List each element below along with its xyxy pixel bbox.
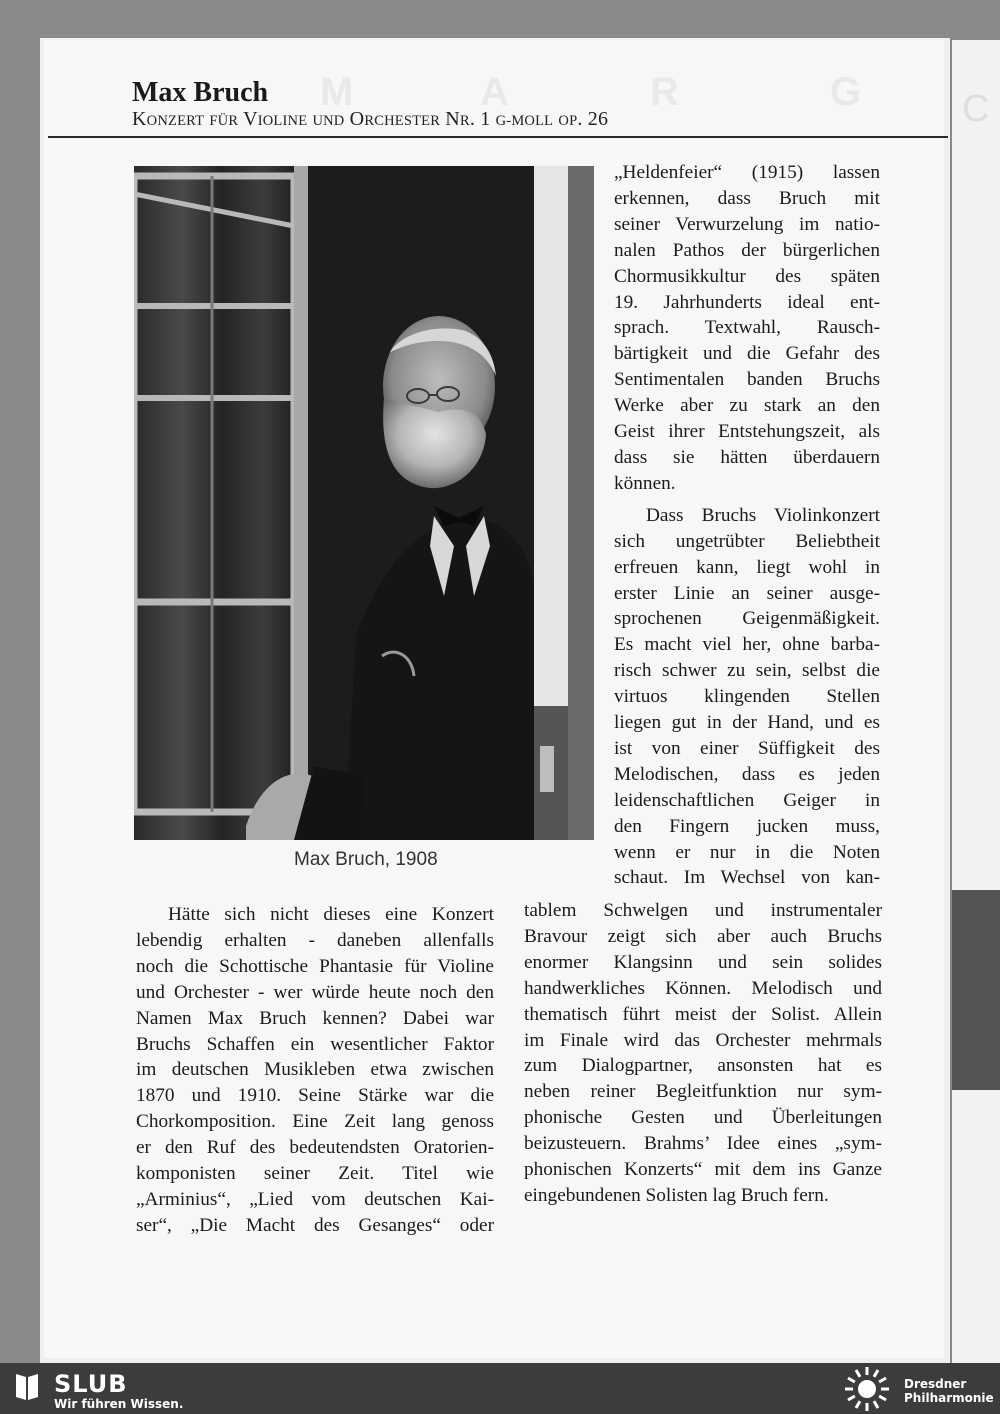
- text-line: erfreuen kann, liegt wohl in: [614, 556, 880, 578]
- book-icon: [14, 1372, 40, 1402]
- text-line: dass sie hätten überdauern: [614, 446, 880, 468]
- text-line: er den Ruf des bedeutendsten Oratorien-: [136, 1137, 494, 1159]
- page-subtitle: KONZERT FÜR VIOLINE UND ORCHESTER NR. 1 G-MOLL OP. 26: [132, 108, 609, 130]
- text-line: zum Dialogpartner, ansonsten hat es: [524, 1055, 882, 1077]
- ghost-letter: R: [650, 70, 679, 114]
- adjacent-page-edge: [952, 40, 1000, 1363]
- text-column-right-bottom: [524, 898, 882, 1209]
- text-line: schaut. Im Wechsel von kan-: [614, 867, 880, 889]
- text-line: leidenschaftlichen Geiger in: [614, 789, 880, 811]
- ghost-letter: M: [320, 70, 354, 114]
- text-line: lebendig erhalten - daneben allenfalls: [136, 929, 494, 951]
- text-line: eingebundenen Solisten lag Bruch fern.: [524, 1184, 829, 1206]
- text-line: liegen gut in der Hand, und es: [614, 712, 880, 734]
- text-line: Werke aber zu stark an den: [614, 395, 880, 417]
- text-line: sprach. Textwahl, Rausch-: [614, 317, 880, 339]
- adjacent-page-band: [952, 890, 1000, 1090]
- text-line: thematisch führt meist der Solist. Allein: [524, 1003, 882, 1025]
- photo-caption: Max Bruch, 1908: [294, 849, 438, 870]
- text-line: neben reiner Begleitfunktion nur sym-: [524, 1081, 882, 1103]
- text-line: im deutschen Musikleben etwa zwischen: [136, 1059, 494, 1081]
- ghost-letter: C: [962, 88, 990, 130]
- text-line: risch schwer zu sein, selbst die: [614, 660, 880, 682]
- text-line: und Orchester - wer würde heute noch den: [136, 981, 494, 1003]
- text-line: Chormusikkultur des späten: [614, 265, 880, 287]
- text-line: ser“, „Die Macht des Gesanges“ oder: [136, 1214, 494, 1236]
- text-line: 19. Jahrhunderts ideal ent-: [614, 291, 880, 313]
- text-line: sich ungetrübter Beliebtheit: [614, 530, 880, 552]
- header-rule: [48, 136, 948, 138]
- text-line: sprochenen Geigenmäßigkeit.: [614, 608, 880, 630]
- text-line: virtuos klingenden Stellen: [614, 686, 880, 708]
- ghost-letter: G: [830, 70, 862, 114]
- text-line: ist von einer Süffigkeit des: [614, 737, 880, 759]
- partner-name-line1[interactable]: Dresdner: [904, 1377, 967, 1391]
- philharmonie-sun-icon: [844, 1366, 890, 1412]
- text-line: erster Linie an seiner ausge-: [614, 582, 880, 604]
- text-line: nalen Pathos der bürgerlichen: [614, 239, 880, 261]
- text-line: tablem Schwelgen und instrumentaler: [524, 900, 882, 921]
- text-line: 1870 und 1910. Seine Stärke war die: [136, 1085, 494, 1107]
- text-line: phonische Gesten und Überleitungen: [524, 1107, 882, 1129]
- text-line: enormer Klangsinn und sein solides: [524, 951, 882, 973]
- text-line: Bruchs Schaffen ein wesentlicher Faktor: [136, 1033, 494, 1055]
- text-line: noch die Schottische Phantasie für Violine: [136, 955, 494, 977]
- text-line: erkennen, dass Bruch mit: [614, 187, 880, 209]
- text-line: Melodischen, dass es jeden: [614, 763, 880, 785]
- text-line: seiner Verwurzelung im natio-: [614, 213, 880, 235]
- partner-name-line2[interactable]: Philharmonie: [904, 1391, 994, 1405]
- library-logo-name[interactable]: SLUB: [54, 1370, 128, 1398]
- page-title: Max Bruch: [132, 77, 269, 108]
- text-line: komponisten seiner Zeit. Titel wie: [136, 1163, 494, 1185]
- text-line: beizusteuern. Brahms’ Idee eines „sym-: [524, 1133, 882, 1155]
- text-line: phonischen Konzerts“ mit dem ins Ganze: [524, 1159, 882, 1181]
- ghost-letter: A: [480, 70, 509, 114]
- text-column-right-top: [614, 160, 880, 891]
- text-line: Es macht viel her, ohne barba-: [614, 634, 880, 656]
- text-column-left-bottom: [136, 902, 494, 1239]
- text-line: Geist ihrer Entstehungszeit, als: [614, 421, 880, 443]
- text-line: Sentimentalen banden Bruchs: [614, 369, 880, 391]
- text-line: können.: [614, 472, 676, 494]
- text-line: „Arminius“, „Lied vom deutschen Kai-: [136, 1188, 494, 1210]
- text-line: den Fingern jucken muss,: [614, 815, 880, 837]
- text-line: Hätte sich nicht dieses eine Konzert: [168, 904, 494, 925]
- text-line: im Finale wird das Orchester mehrmals: [524, 1029, 882, 1051]
- library-tagline: Wir führen Wissen.: [54, 1397, 184, 1411]
- portrait-illustration: [134, 166, 594, 840]
- text-line: wenn er nur in die Noten: [614, 841, 880, 863]
- portrait-photo: [134, 166, 594, 840]
- text-line: Chorkomposition. Eine Zeit lang genoss: [136, 1111, 494, 1133]
- text-line: Bravour zeigt sich aber auch Bruchs: [524, 925, 882, 947]
- viewer-footer: [0, 1363, 1000, 1414]
- text-line: Dass Bruchs Violinkonzert: [646, 504, 880, 526]
- text-line: „Heldenfeier“ (1915) lassen: [614, 162, 880, 183]
- text-line: handwerkliches Können. Melodisch und: [524, 977, 882, 999]
- text-line: bärtigkeit und die Gefahr des: [614, 343, 880, 365]
- text-line: Namen Max Bruch kennen? Dabei war: [136, 1007, 494, 1029]
